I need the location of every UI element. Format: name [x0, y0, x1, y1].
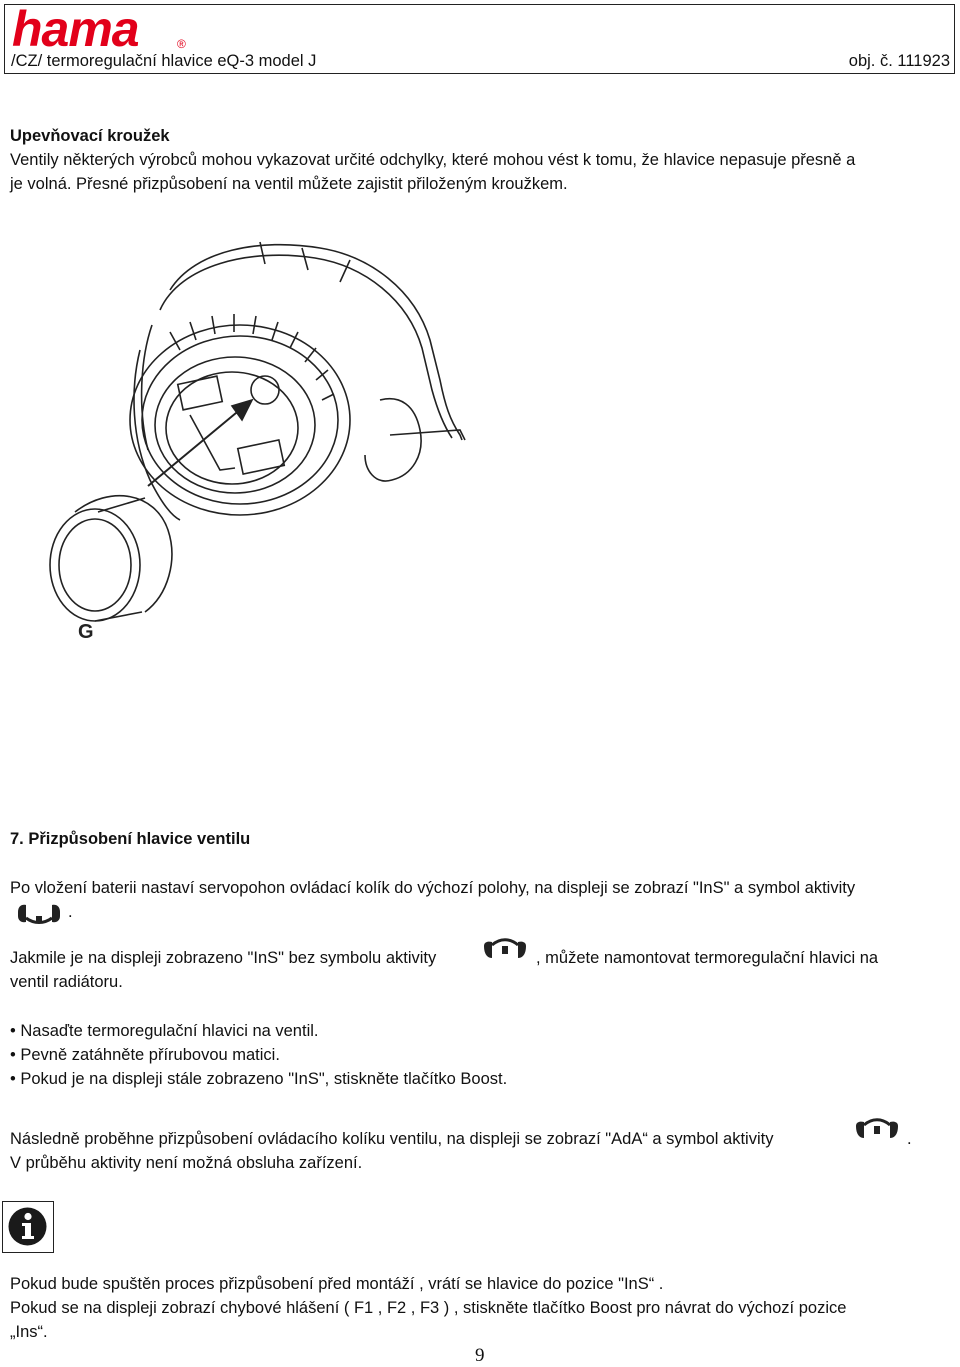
- adapt-para2-line-1b: , můžete namontovat termoregulační hlavici na: [536, 949, 879, 967]
- adapt-para3-line-1: Následně proběhne přizpůsobení ovládacího kolíku ventilu, na displeji se zobrazí "AdA“ a symbol aktivity: [10, 1130, 774, 1148]
- document-header: [4, 4, 955, 74]
- hama-logo: [10, 8, 195, 52]
- ring-text-line-1: Ventily některých výrobců mohou vykazovat určité odchylky, které mohou vést k tomu, že hlavice nepasuje přesně a: [10, 151, 856, 169]
- ring-text-line-2: je volná. Přesné přizpůsobení na ventil můžete zajistit přiloženým kroužkem.: [10, 175, 568, 193]
- valve-ring-illustration: [20, 230, 480, 650]
- list-item: • Pevně zatáhněte přírubovou matici.: [10, 1046, 280, 1064]
- order-number: obj. č. 111923: [848, 52, 950, 70]
- adapt-para3-period: .: [907, 1130, 912, 1148]
- activity-symbol-icon: [850, 1116, 904, 1144]
- info-text-line-2: Pokud se na displeji zobrazí chybové hlášení ( F1 , F2 , F3 ) , stiskněte tlačítko Boost pro návrat do výchozí pozice: [10, 1299, 847, 1317]
- info-text-line-1: Pokud bude spuštěn proces přizpůsobení před montáží , vrátí se hlavice do pozice "InS“ .: [10, 1275, 664, 1293]
- info-box: [2, 1201, 54, 1253]
- adapt-para2-line-2: ventil radiátoru.: [10, 973, 123, 991]
- page-number: 9: [475, 1345, 485, 1366]
- logo-text: hama: [12, 8, 139, 52]
- document-title: /CZ/ termoregulační hlavice eQ-3 model J: [11, 52, 317, 70]
- logo-registered-mark: ®: [177, 37, 186, 51]
- adapt-para1-line-1: Po vložení baterii nastaví servopohon ovládací kolík do výchozí polohy, na displeji se zobrazí "InS" a symbol aktivity: [10, 879, 856, 897]
- section-heading-ring: Upevňovací kroužek: [10, 127, 170, 145]
- adapt-para1-period: .: [68, 903, 73, 921]
- activity-symbol-icon: [12, 900, 66, 928]
- info-text-line-3: „Ins“.: [10, 1323, 48, 1341]
- list-item: • Pokud je na displeji stále zobrazeno "InS", stiskněte tlačítko Boost.: [10, 1070, 508, 1088]
- info-icon: [7, 1206, 48, 1247]
- activity-symbol-icon: [478, 936, 532, 964]
- section-heading-adaptation: 7. Přizpůsobení hlavice ventilu: [10, 830, 251, 848]
- adapt-para2-line-1a: Jakmile je na displeji zobrazeno "InS" bez symbolu aktivity: [10, 949, 437, 967]
- thermostat-housing-drawing: [50, 242, 465, 621]
- adapt-para3-line-2: V průběhu aktivity není možná obsluha zařízení.: [10, 1154, 363, 1172]
- list-item: • Nasaďte termoregulační hlavici na ventil.: [10, 1022, 319, 1040]
- figure-label: G: [78, 621, 94, 643]
